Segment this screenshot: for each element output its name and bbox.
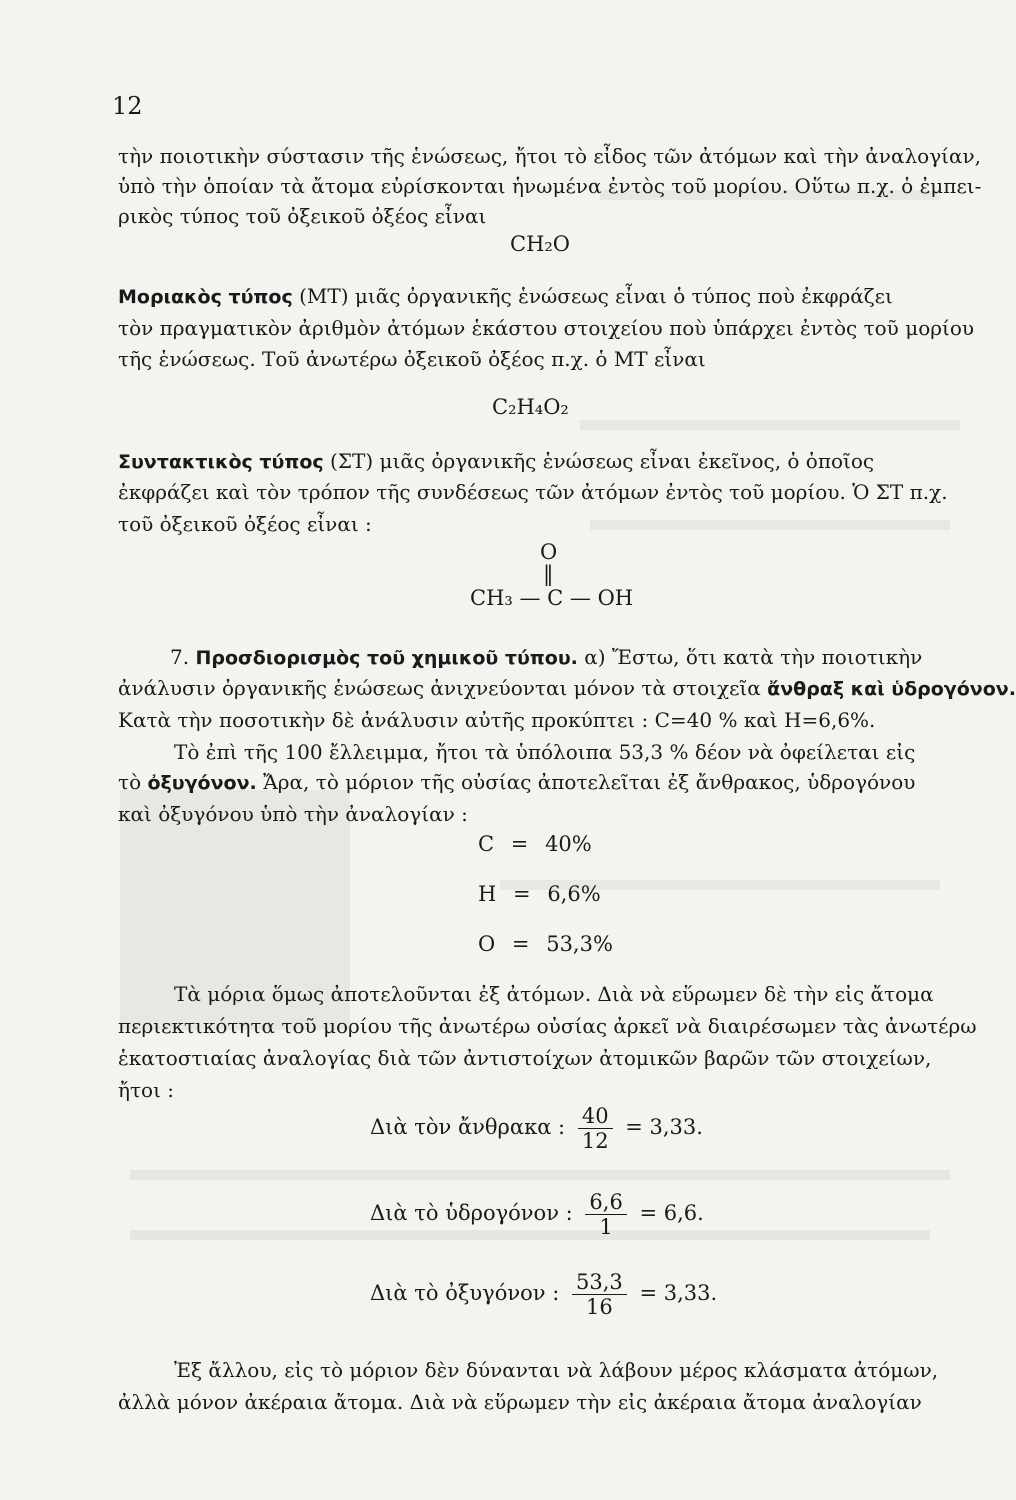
text-line: καὶ ὀξυγόνου ὑπὸ τὴν ἀναλογίαν : — [118, 802, 468, 826]
text-line: τὸν πραγματικὸν ἀριθμὸν ἀτόμων ἑκάστου στοιχείου ποὺ ὑπάρχει ἐντὸς τοῦ μορίου — [118, 316, 975, 340]
text-line: Κατὰ τὴν ποσοτικὴν δὲ ἀνάλυσιν αὐτῆς προκύπτει : C=40 % καὶ H=6,6%. — [118, 708, 876, 732]
structural-double-bond: ‖ — [543, 562, 554, 586]
text-line: τὴν ποιοτικὴν σύστασιν τῆς ἑνώσεως, ἤτοι τὸ εἶδος τῶν ἀτόμων καὶ τὴν ἀναλογίαν, — [118, 144, 982, 168]
composition-row: H = 6,6% — [478, 882, 601, 906]
text-line: ἀνάλυσιν ὀργανικῆς ἑνώσεως ἀνιχνεύονται μόνον τὰ στοιχεῖα ἄνθραξ καὶ ὑδρογόνον. — [118, 676, 1016, 700]
text-line: περιεκτικότητα τοῦ μορίου τῆς ἀνωτέρω οὐσίας ἀρκεῖ νὰ διαιρέσωμεν τὰς ἀνωτέρω — [118, 1014, 977, 1038]
text-line: Τὸ ἐπὶ τῆς 100 ἔλλειμμα, ἤτοι τὰ ὑπόλοιπα 53,3 % δέον νὰ ὀφείλεται εἰς — [174, 740, 916, 764]
molecular-formula: C₂H₄O₂ — [492, 395, 569, 419]
text-line: Ἐξ ἄλλου, εἰς τὸ μόριον δὲν δύνανται νὰ λάβουν μέρος κλάσματα ἀτόμων, — [174, 1358, 939, 1382]
term-molecular-formula: Μοριακὸς τύπος — [118, 286, 293, 308]
fraction: $\frac{40}{12}$ — [578, 1104, 613, 1153]
text-line: ἤτοι : — [118, 1078, 175, 1102]
fraction: $\frac{6,6}{1}$ — [585, 1190, 626, 1239]
structural-formula-main: CH₃ — C — OH — [470, 586, 634, 610]
text-line: τὸ ὀξυγόνον. Ἄρα, τὸ μόριον τῆς οὐσίας ἀποτελεῖται ἐξ ἄνθρακος, ὑδρογόνου — [118, 770, 916, 794]
division-carbon: Διὰ τὸν ἄνθρακα : $\frac{40}{12}$ = 3,33. — [370, 1104, 703, 1153]
term-structural-formula: Συντακτικὸς τύπος — [118, 451, 324, 473]
text-line: ὑπὸ τὴν ὁποίαν τὰ ἄτομα εὑρίσκονται ἡνωμένα ἐντὸς τοῦ μορίου. Οὕτω π.χ. ὁ ἐμπει- — [118, 174, 982, 198]
text-line: ἑκατοστιαίας ἀναλογίας διὰ τῶν ἀντιστοίχων ἀτομικῶν βαρῶν τῶν στοιχείων, — [118, 1046, 932, 1070]
section-7-title: Προσδιορισμὸς τοῦ χημικοῦ τύπου. — [195, 647, 578, 669]
text-line: ἐκφράζει καὶ τὸν τρόπον τῆς συνδέσεως τῶν ἀτόμων ἐντὸς τοῦ μορίου. Ὁ ΣΤ π.χ. — [118, 480, 948, 504]
section-7-heading: 7. Προσδιορισμὸς τοῦ χημικοῦ τύπου. α) Ἔστω, ὅτι κατὰ τὴν ποιοτικὴν — [170, 645, 923, 669]
fraction: $\frac{53,3}{16}$ — [572, 1270, 627, 1319]
composition-row: C = 40% — [478, 832, 592, 856]
paragraph-structural-formula: Συντακτικὸς τύπος (ΣΤ) μιᾶς ὀργανικῆς ἑνώσεως εἶναι ἐκεῖνος, ὁ ὁποῖος — [118, 449, 875, 473]
text-line: Τὰ μόρια ὅμως ἀποτελοῦνται ἐξ ἀτόμων. Διὰ νὰ εὕρωμεν δὲ τὴν εἰς ἄτομα — [174, 982, 934, 1006]
division-hydrogen: Διὰ τὸ ὑδρογόνον : $\frac{6,6}{1}$ = 6,6. — [370, 1190, 704, 1239]
empirical-formula: CH₂O — [510, 232, 571, 256]
page-number: 12 — [112, 92, 143, 120]
text-line: ἀλλὰ μόνον ἀκέραια ἄτομα. Διὰ νὰ εὕρωμεν τὴν εἰς ἀκέραια ἄτομα ἀναλογίαν — [118, 1390, 922, 1414]
division-oxygen: Διὰ τὸ ὀξυγόνον : $\frac{53,3}{16}$ = 3,33. — [370, 1270, 718, 1319]
paragraph-molecular-formula: Μοριακὸς τύπος (ΜΤ) μιᾶς ὀργανικῆς ἑνώσεως εἶναι ὁ τύπος ποὺ ἐκφράζει — [118, 284, 893, 308]
composition-row: O = 53,3% — [478, 932, 613, 956]
structural-oxygen: O — [540, 540, 558, 564]
text-line: τοῦ ὀξεικοῦ ὀξέος εἶναι : — [118, 512, 372, 536]
text-line: τῆς ἑνώσεως. Τοῦ ἀνωτέρω ὀξεικοῦ ὀξέος π.χ. ὁ ΜΤ εἶναι — [118, 347, 706, 371]
text-line: ρικὸς τύπος τοῦ ὀξεικοῦ ὀξέος εἶναι — [118, 204, 487, 228]
